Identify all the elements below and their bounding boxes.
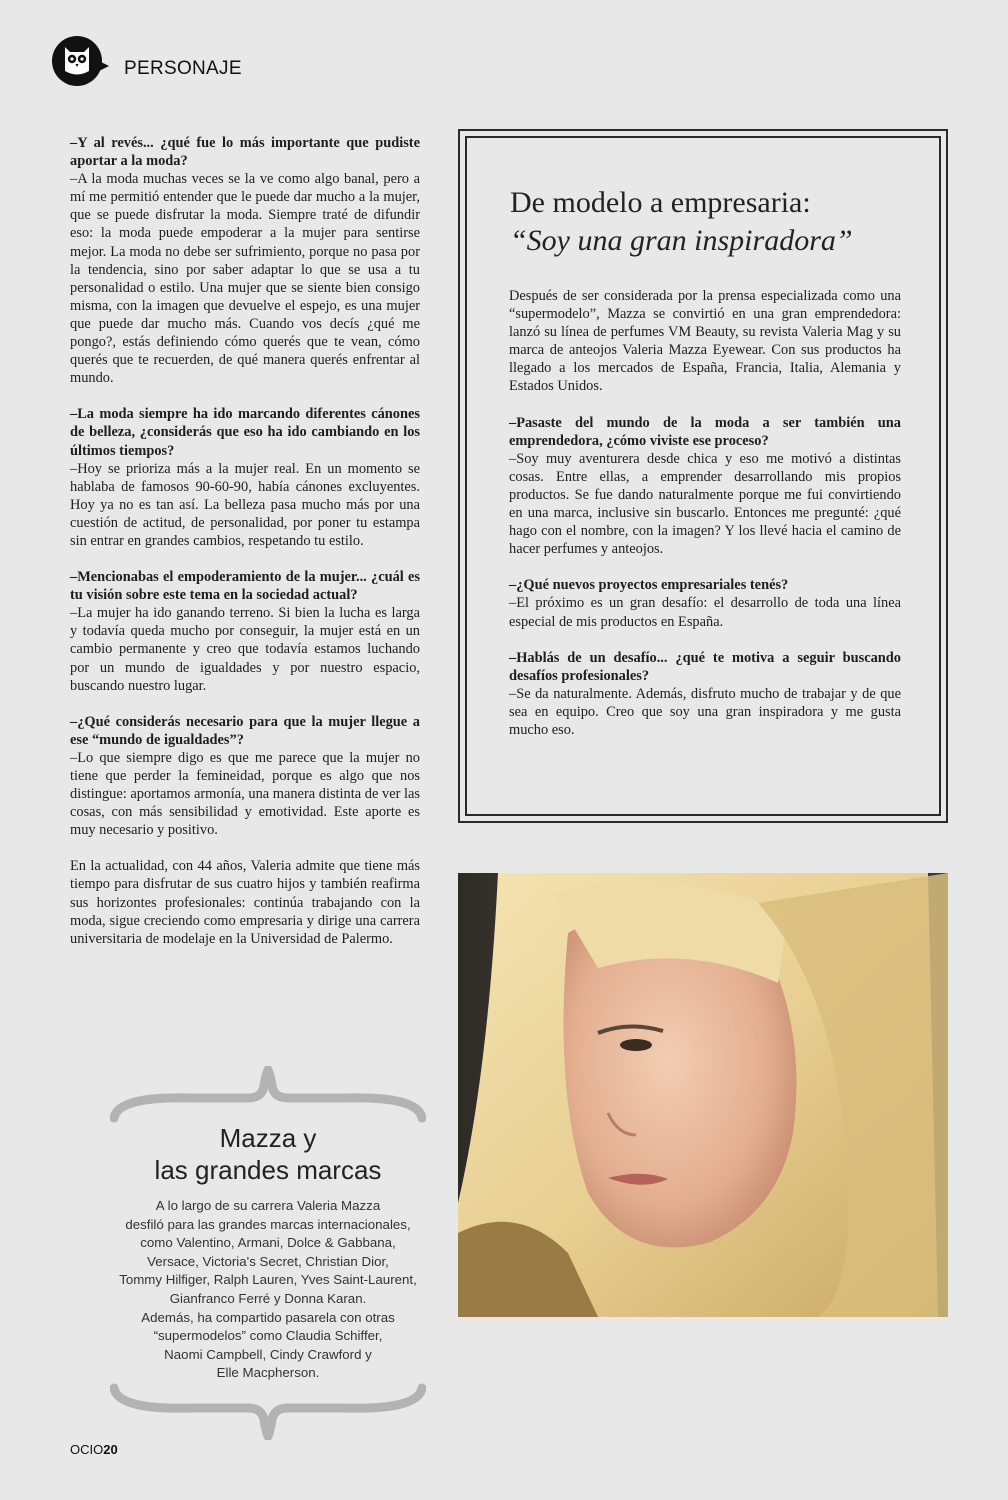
- qa-block: [70, 134, 420, 387]
- sidebar-text: [66, 1197, 470, 1383]
- answer: –A la moda muchas veces se la ve como algo banal, pero a mí me permitió entender que le puede dar mucho a la mujer, que se puede disfrutar la moda. Siempre traté de difundir eso: la moda puede empoderar a la mujer para sentirse mejor. La moda no debe ser sufrimiento, porque no pasa por la tendencia, sino por saber adaptar lo que se usa a tu personalidad o estilo. Una mujer que se siente bien consigo misma, con la imagen que devuelve el espejo, es una mujer que puede dar mucho más. Cuando vos decís ¿qué me pongo?, estás definiendo cómo querés que te vean, cómo querés que te recuerden, de qué manera querés enfrentar al mundo.: [70, 171, 420, 387]
- answer: –Lo que siempre digo es que me parece que la mujer no tiene que perder la femineidad, porque es algo que nos distingue: aportamos armonía, una manera distinta de ver las cosas, con más sensibilidad y emotividad. Este aporte es muy necesario y positivo.: [70, 749, 420, 839]
- qa-block: [70, 713, 420, 840]
- box-intro: Después de ser considerada por la prensa especializada como una “supermodelo”, Mazza se convirtió en una gran emprendedora: lanzó su línea de perfumes VM Beauty, su revista Valeria Mag y su marca de anteojos Valeria Mazza Eyewear. Con sus productos ha llegado a los mercados de España, Francia, Italia, Alemania y Estados Unidos.: [509, 288, 901, 395]
- page-number: 20: [103, 1442, 118, 1457]
- answer: –Se da naturalmente. Además, disfruto mucho de trabajar y de que sea en equipo. Creo que soy una gran inspiradora y me gusta mucho eso.: [509, 685, 901, 738]
- question: –Pasaste del mundo de la moda a ser también una emprendedora, ¿cómo viviste ese proceso?: [509, 414, 901, 449]
- answer: –La mujer ha ido ganando terreno. Si bien la lucha es larga y todavía queda mucho por conseguir, la mujer está en un cambio permanente y creo que todavía estamos luchando por un mundo de igualdades y por nuestro espacio, buscando nuestro lugar.: [70, 605, 420, 694]
- box-body: [509, 287, 901, 757]
- sidebar-line: como Valentino, Armani, Dolce & Gabbana,: [140, 1235, 396, 1251]
- sidebar-title-line: las grandes marcas: [154, 1155, 382, 1185]
- sidebar-title: [90, 1122, 446, 1186]
- owl-icon: [52, 36, 102, 86]
- sidebar-line: A lo largo de su carrera Valeria Mazza: [155, 1198, 381, 1213]
- sidebar-line: “supermodelos” como Claudia Schiffer,: [153, 1328, 383, 1344]
- feature-box: [458, 129, 948, 823]
- sidebar-line: Elle Macpherson.: [216, 1365, 320, 1381]
- answer: –El próximo es un gran desafío: el desarrollo de toda una línea especial de mis productos en España.: [509, 595, 901, 630]
- sidebar-title-line: Mazza y: [219, 1123, 317, 1153]
- sidebar-line: Versace, Victoria's Secret, Christian Dior,: [147, 1253, 389, 1269]
- curly-brace-top: [110, 1066, 426, 1126]
- question: –Mencionabas el empoderamiento de la mujer... ¿cuál es tu visión sobre este tema en la sociedad actual?: [70, 569, 420, 604]
- qa-block: [70, 568, 420, 695]
- page-footer: [70, 1442, 118, 1457]
- answer: –Hoy se prioriza más a la mujer real. En un momento se hablaba de famosos 90-60-90, había cánones excluyentes. Hoy ya no es tan así. La belleza pasa mucho más por una cuestión de actitud, de personalidad, por poner tu estampa sin entrar en grandes cambios, respetando tu estilo.: [70, 460, 420, 549]
- sidebar-line: Además, ha compartido pasarela con otras: [141, 1309, 395, 1325]
- qa-block: [509, 649, 901, 739]
- sidebar-line: Gianfranco Ferré y Donna Karan.: [169, 1290, 367, 1306]
- question: –La moda siempre ha ido marcando diferentes cánones de belleza, ¿considerás que eso ha ido cambiando en los últimos tiempos?: [70, 406, 420, 459]
- qa-block: [509, 414, 901, 559]
- portrait-photo: [458, 873, 948, 1317]
- box-title: De modelo a empresaria:: [510, 186, 811, 219]
- answer: –Soy muy aventurera desde chica y eso me motivó a distintas cosas. Entre ellas, a emprender desarrollando mis propios productos. Se fue dando naturalmente porque me fui convirtiendo en una marca, inclusive sin buscarlo. Entonces me pregunté: ¿qué hago con el nombre, con la imagen? Y los llevé hacia el camino de hacer perfumes y anteojos.: [509, 450, 901, 558]
- curly-brace-bottom: [110, 1380, 426, 1440]
- sidebar-line: Naomi Campbell, Cindy Crawford y: [164, 1346, 372, 1362]
- qa-block: [509, 576, 901, 630]
- question: –Hablás de un desafío... ¿qué te motiva a seguir buscando desafíos profesionales?: [509, 649, 901, 684]
- question: –¿Qué considerás necesario para que la mujer llegue a ese “mundo de igualdades”?: [70, 713, 420, 748]
- closing-paragraph: En la actualidad, con 44 años, Valeria admite que tiene más tiempo para disfrutar de sus cuatro hijos y también reafirma sus horizontes profesionales: continúa trabajando con la moda, sigue creciendo como empresaria y dirige una carrera universitaria de modelaje en la Universidad de Palermo.: [70, 858, 420, 947]
- question: –¿Qué nuevos proyectos empresariales tenés?: [509, 577, 789, 594]
- sidebar-line: desfiló para las grandes marcas internacionales,: [125, 1216, 411, 1232]
- sidebar-line: Tommy Hilfiger, Ralph Lauren, Yves Saint-Laurent,: [119, 1272, 417, 1288]
- question: –Y al revés... ¿qué fue lo más importante que pudiste aportar a la moda?: [70, 135, 420, 170]
- qa-block: [70, 405, 420, 550]
- box-subtitle: “Soy una gran inspiradora”: [510, 224, 853, 257]
- section-label: PERSONAJE: [124, 58, 242, 79]
- magazine-name: OCIO: [70, 1442, 104, 1457]
- left-column: [70, 134, 420, 966]
